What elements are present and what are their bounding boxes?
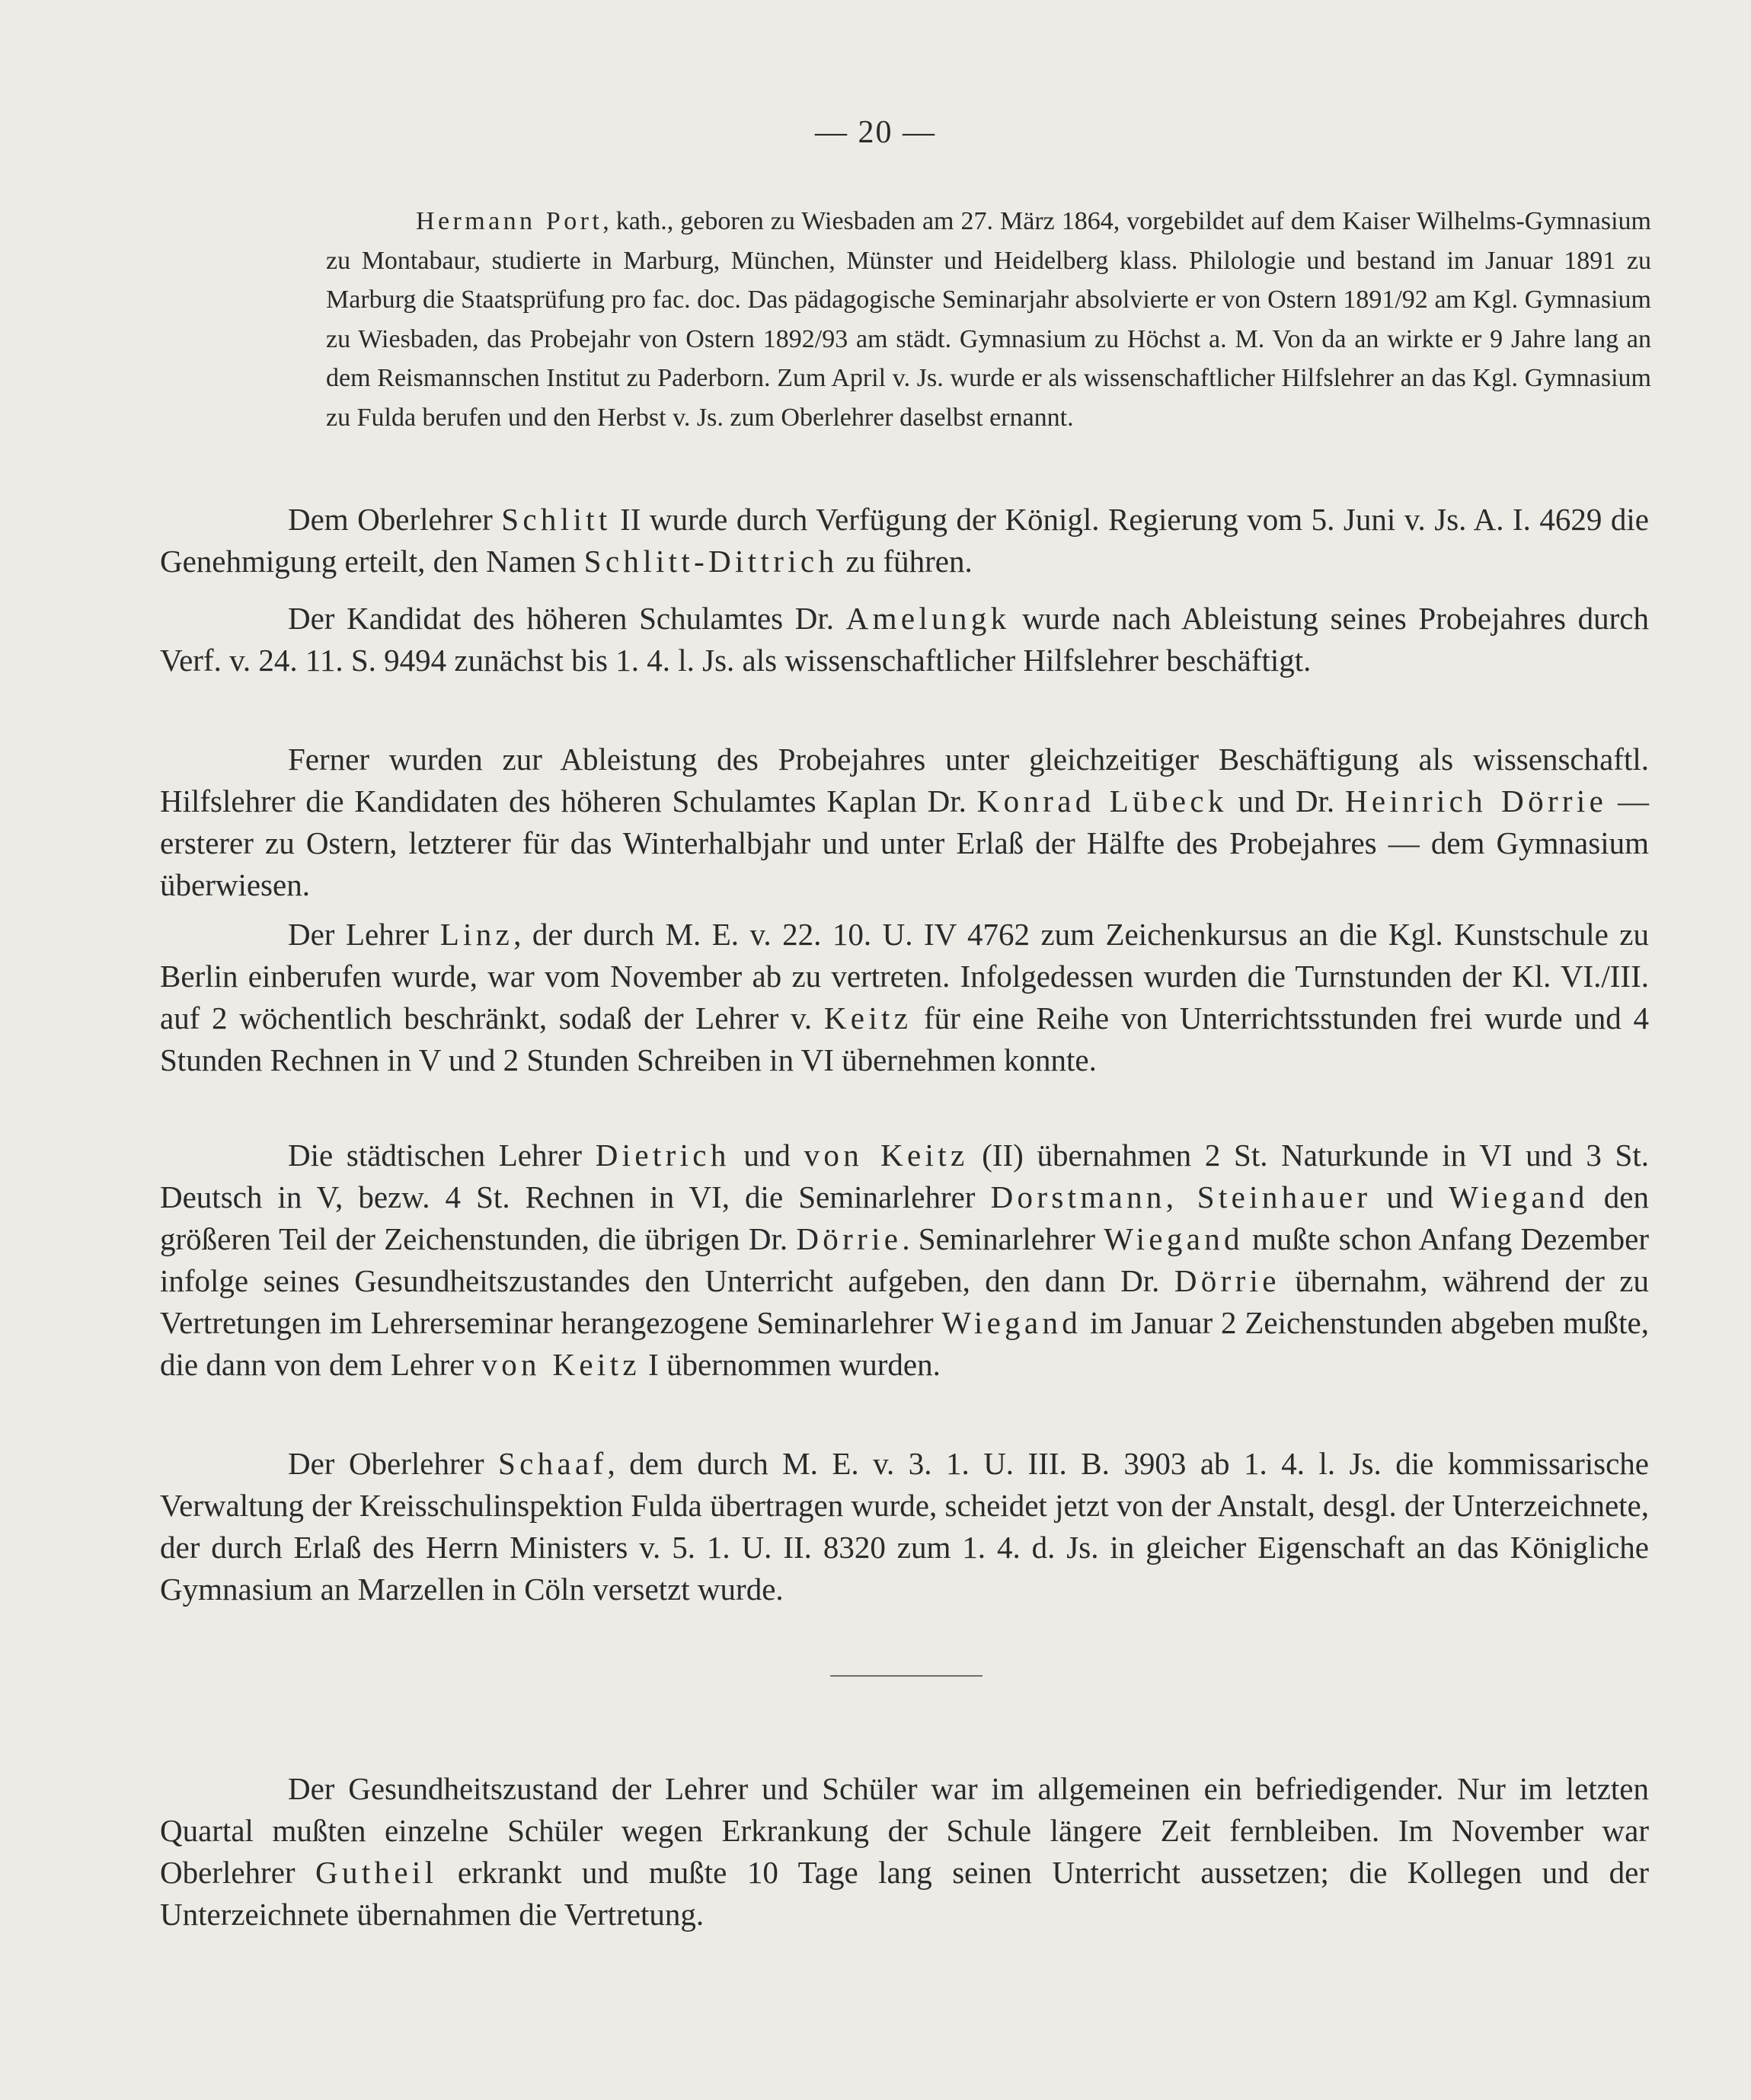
name-wiegand: Wiegand — [941, 1305, 1082, 1340]
text: und — [730, 1138, 804, 1173]
text: — ersterer zu Ostern, letzterer für das Winterhalbjahr und unter Erlaß der Hälfte des Probejahres — dem Gymnasium überwiesen. — [160, 784, 1649, 902]
name-linz: Linz — [439, 917, 514, 952]
name-schlitt-dittrich: Schlitt-Dittrich — [583, 544, 839, 579]
name-von-keitz: von Keitz — [481, 1347, 641, 1382]
text: wurde nach Ableistung seines Probejahres durch Verf. v. 24. 11. S. 9494 zunächst bis 1. 4. l. Js. als wissenschaftlicher Hilfslehrer beschäftigt. — [160, 601, 1649, 678]
text: den größeren Teil der Zeichenstunden, die übrigen Dr. — [160, 1179, 1650, 1256]
name-gutheil: Gutheil — [315, 1855, 438, 1890]
name-dorstmann-steinhauer: Dorstmann, Steinhauer — [990, 1179, 1372, 1214]
text: , der durch M. E. v. 22. 10. U. IV 4762 zum Zeichenkursus an die Kgl. Kunstschule zu Berlin einberufen wurde, war vom November ab zu vertreten. Infolgedessen wurden die Turnstunden der Kl. VI./III. auf 2 wöchentlich beschränkt, sodaß der Lehrer v. — [160, 917, 1649, 1036]
name-wiegand: Wiegand — [1104, 1221, 1244, 1256]
text: und Dr. — [1227, 784, 1345, 819]
text: Die städtischen Lehrer — [288, 1138, 596, 1173]
name-schlitt: Schlitt — [501, 502, 612, 537]
name-schaaf: Schaaf — [498, 1446, 608, 1481]
name-port: Hermann Port — [416, 207, 603, 235]
name-luebeck: Konrad Lübeck — [976, 784, 1228, 819]
name-wiegand: Wiegand — [1449, 1179, 1589, 1214]
text: im Januar 2 Zeichenstunden abgeben mußte, die dann von dem Lehrer — [160, 1305, 1649, 1382]
name-keitz: Keitz — [823, 1001, 912, 1036]
text: Dem Oberlehrer — [288, 502, 502, 537]
text: Der Lehrer — [288, 917, 440, 952]
paragraph-schlitt — [160, 499, 1649, 582]
text: II wurde durch Verfügung der Königl. Regierung vom 5. Juni v. Js. A. I. 4629 die Genehmigung erteilt, den Namen — [160, 502, 1649, 579]
text: erkrankt und mußte 10 Tage lang seinen Unterricht aussetzen; die Kollegen und der Unterzeichnete übernahmen die Vertretung. — [160, 1855, 1650, 1932]
paragraph-gesundheit — [160, 1768, 1649, 1936]
text: Der Oberlehrer — [288, 1446, 498, 1481]
name-doerrie: Heinrich Dörrie — [1344, 784, 1608, 819]
text: Der Kandidat des höheren Schulamtes Dr. — [288, 601, 846, 636]
page-number: — 20 — — [815, 115, 936, 150]
divider — [830, 1675, 983, 1677]
name-doerrie: Dörrie — [1174, 1263, 1280, 1298]
text: Ferner wurden zur Ableistung des Probejahres unter gleichzeitiger Beschäftigung als wissenschaftl. Hilfslehrer die Kandidaten des höheren Schulamtes Kaplan Dr. — [160, 742, 1649, 819]
paragraph-schaaf — [160, 1443, 1649, 1610]
text: Der Gesundheitszustand der Lehrer und Schüler war im allgemeinen ein befriedigender. Nur im letzten Quartal mußten einzelne Schüler wegen Erkrankung der Schule längere Zeit fernbleiben. Im November war Oberlehrer — [160, 1771, 1649, 1890]
paragraph-amelungk — [160, 598, 1649, 681]
paragraph-ferner — [160, 739, 1649, 906]
text: . Seminarlehrer — [902, 1221, 1104, 1256]
paragraph-port — [326, 202, 1651, 437]
paragraph-staedtisch — [160, 1135, 1649, 1386]
paragraph-linz — [160, 914, 1649, 1081]
text: , kath., geboren zu Wiesbaden am 27. März 1864, vorgebildet auf dem Kaiser Wilhelms-Gymnasium zu Montabaur, studierte in Marburg, München, Münster und Heidelberg klass. Philologie und bestand im Januar 1891 zu Marburg die Staatsprüfung pro fac. doc. Das pädagogische Seminarjahr absolvierte er von Ostern 1891/92 am Kgl. Gymnasium zu Wiesbaden, das Probejahr von Ostern 1892/93 am städt. Gymnasium zu Höchst a. M. Von da an wirkte er 9 Jahre lang an dem Reismannschen Institut zu Paderborn. Zum April v. Js. wurde er als wissenschaftlicher Hilfslehrer an das Kgl. Gymnasium zu Fulda berufen und den Herbst v. Js. zum Oberlehrer daselbst ernannt. — [326, 207, 1651, 432]
text: (II) übernahmen 2 St. Naturkunde in VI und 3 St. Deutsch in V, bezw. 4 St. Rechnen in VI, die Seminarlehrer — [160, 1138, 1649, 1214]
text: I übernommen wurden. — [640, 1347, 941, 1382]
text: und — [1371, 1179, 1449, 1214]
text: , dem durch M. E. v. 3. 1. U. III. B. 3903 ab 1. 4. l. Js. die kommissarische Verwaltung der Kreisschulinspektion Fulda übertragen wurde, scheidet jetzt von der Anstalt, desgl. der Unterzeichnete, der durch Erlaß des Herrn Ministers v. 5. 1. U. II. 8320 zum 1. 4. d. Js. in gleicher Eigenschaft an das Königliche Gymnasium an Marzellen in Cöln versetzt wurde. — [160, 1446, 1650, 1607]
name-amelungk: Amelungk — [845, 601, 1011, 636]
name-dietrich: Dietrich — [595, 1138, 730, 1173]
text: für eine Reihe von Unterrichtsstunden frei wurde und 4 Stunden Rechnen in V und 2 Stunden Schreiben in VI übernehmen konnte. — [160, 1001, 1649, 1077]
name-von-keitz: von Keitz — [804, 1138, 969, 1173]
name-doerrie: Dörrie — [796, 1221, 903, 1256]
text: mußte schon Anfang Dezember infolge seines Gesundheitszustandes den Unterricht aufgeben, den dann Dr. — [160, 1221, 1649, 1298]
text: zu führen. — [838, 544, 973, 579]
text: übernahm, während der zu Vertretungen im Lehrerseminar herangezogene Seminarlehrer — [160, 1263, 1649, 1340]
